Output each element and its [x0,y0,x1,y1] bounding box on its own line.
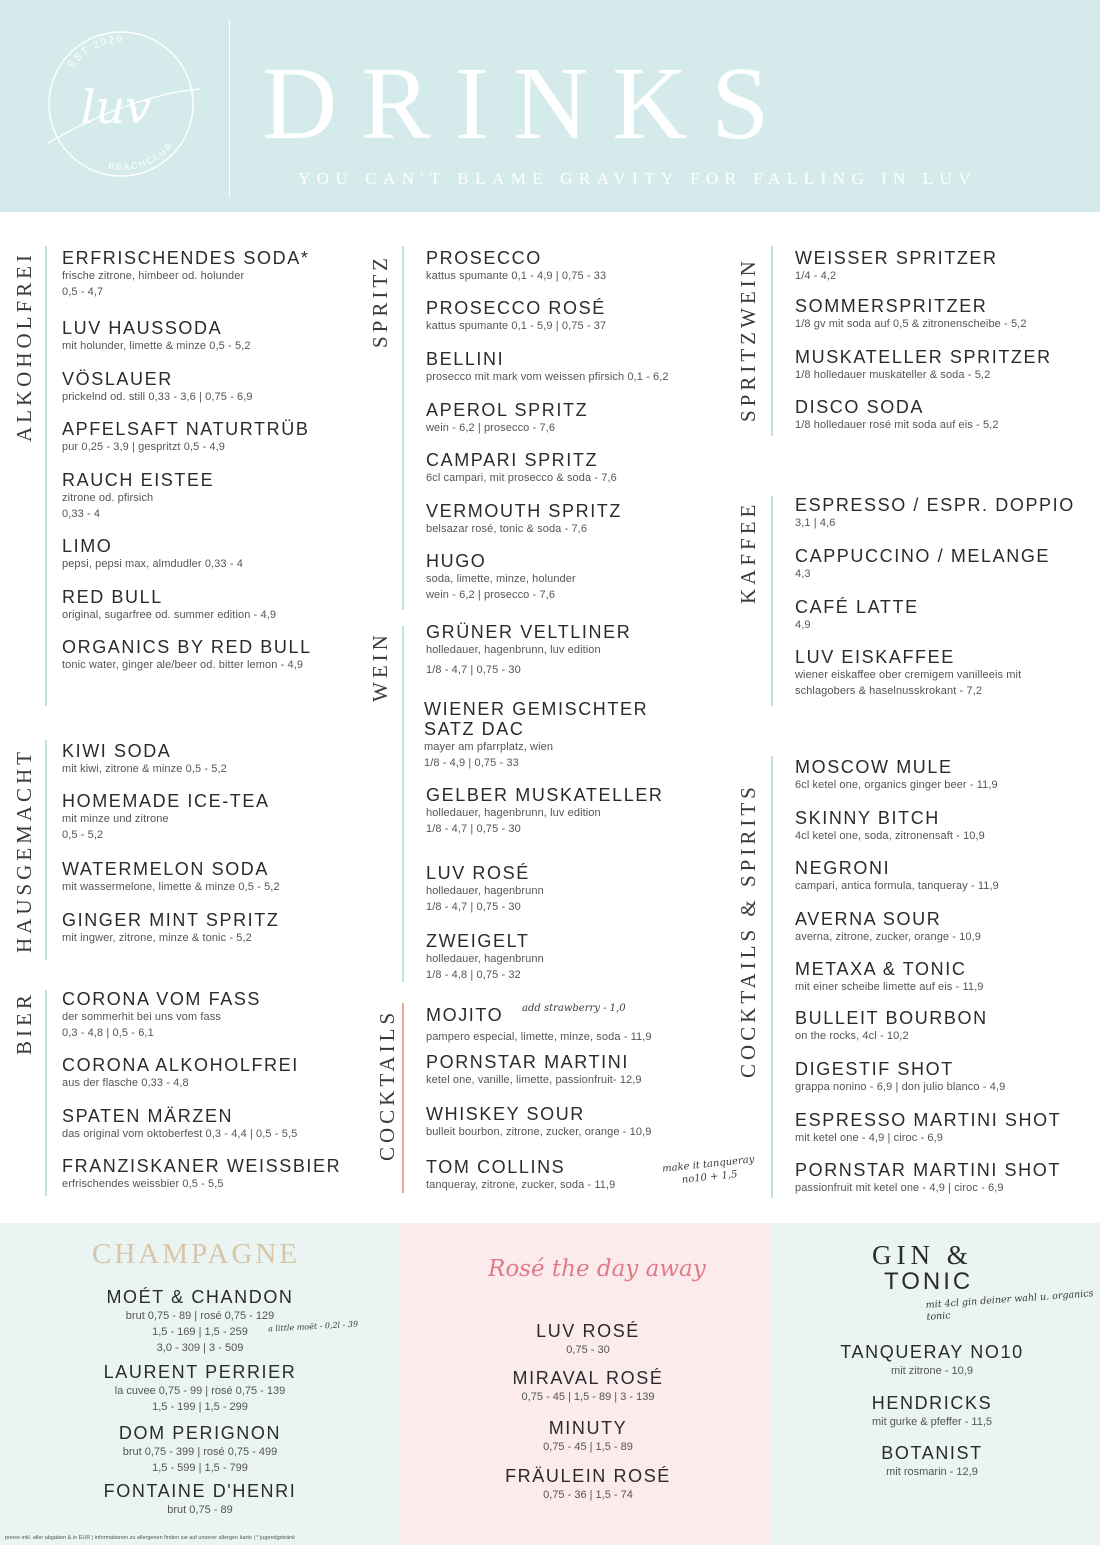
section-line-bier [45,990,47,1196]
footer-note: preise inkl. aller abgaben & in EUR | informationen zu allergenen finden sie auf unserer allergen karte | * jugendgetränk [5,1535,295,1541]
section-label-bier: BIER [12,991,36,1055]
item-desc: 0,75 - 45 | 1,5 - 89 | 3 - 139 [521,1391,655,1403]
item-desc: bulleit bourbon, zitrone, zucker, orange - 10,9 [426,1126,652,1138]
menu-item [795,296,1027,332]
item-desc: tonic water, ginger ale/beer od. bitter lemon - 4,9 [62,659,304,671]
item-desc: mit holunder, limette & minze 0,5 - 5,2 [62,340,251,352]
item-desc: 6cl campari, mit prosecco & soda - 7,6 [426,472,617,484]
item-desc: on the rocks, 4cl - 10,2 [795,1030,909,1042]
section-label-hausgemacht: HAUSGEMACHT [12,747,36,953]
menu-item [426,349,669,385]
item-name: ERFRISCHENDES SODA* [62,248,310,268]
item-name: BULLEIT BOURBON [795,1008,988,1028]
item-desc: mit kiwi, zitrone & minze 0,5 - 5,2 [62,763,227,775]
menu-item [426,298,606,334]
handwritten-note-moet: a little moët - 0,2l - 39 [267,1319,359,1334]
item-name: CAPPUCCINO / MELANGE [795,546,1051,566]
menu-item [426,551,576,603]
item-desc: 6cl ketel one, organics ginger beer - 11,9 [795,779,998,791]
page-title: DRINKS [262,46,794,161]
item-desc: 4,9 [795,619,811,631]
item-name: WIENER GEMISCHTER SATZ DAC [424,699,649,739]
item-name: APEROL SPRITZ [426,400,589,420]
item-name: HUGO [426,551,487,571]
menu-item [62,536,243,572]
item-name: TOM COLLINS [426,1157,566,1177]
item-name: VÖSLAUER [62,369,173,389]
menu-item [438,1320,738,1358]
item-name: DOM PERIGNON [118,1423,282,1443]
menu-item [426,1104,651,1140]
menu-item [795,347,1052,383]
item-desc: tanqueray, zitrone, zucker, soda - 11,9 [426,1179,616,1191]
menu-item [426,1157,615,1193]
svg-text:BEACHCLUB [107,140,174,172]
item-name: MOJITO [426,1005,504,1025]
menu-item [426,785,664,837]
menu-item [424,699,684,771]
section-line-alkoholfrei [45,246,47,706]
logo-sub-text: BEACHCLUB [107,139,175,172]
menu-item [438,1417,738,1455]
item-desc: 0,5 - 4,7 [62,286,104,298]
item-desc: holledauer, hagenbrunn, luv edition [426,807,601,819]
item-desc: 4,3 [795,568,811,580]
item-name: CORONA ALKOHOLFREI [62,1055,299,1075]
item-name: SOMMERSPRITZER [795,296,988,316]
item-name: WATERMELON SODA [62,859,270,879]
menu-item [795,909,981,945]
menu-item [62,910,279,946]
gin-tonic-title-line2: TONIC [884,1268,974,1295]
menu-item [795,248,998,284]
menu-item [62,1055,299,1091]
menu-item [795,597,919,633]
section-line-spritz [402,246,404,610]
menu-item [795,647,1021,699]
luv-beachclub-logo [40,23,202,185]
item-name: BOTANIST [881,1443,983,1463]
item-name: LUV ROSÉ [536,1321,640,1341]
menu-item [62,791,270,843]
header [0,0,1100,212]
item-desc: pur 0,25 - 3,9 | gespritzt 0,5 - 4,9 [62,441,225,453]
item-desc: ketel one, vanille, limette, passionfruit- 12,9 [426,1074,642,1086]
item-desc: 0,75 - 36 | 1,5 - 74 [543,1489,633,1501]
item-desc: wein - 6,2 | prosecco - 7,6 [426,422,556,434]
item-desc: passionfruit mit ketel one - 4,9 | ciroc - 6,9 [795,1182,1004,1194]
item-name: CAFÉ LATTE [795,597,919,617]
item-desc: mit rosmarin - 12,9 [886,1466,978,1478]
section-label-cocktails: COCKTAILS [375,1008,399,1162]
rose-title: Rosé the day away [488,1256,706,1282]
menu-item [795,1160,1061,1196]
item-desc: prosecco mit mark vom weissen pfirsich 0,1 - 6,2 [426,371,669,383]
item-name: CORONA VOM FASS [62,989,262,1009]
item-name: METAXA & TONIC [795,959,967,979]
item-name: VERMOUTH SPRITZ [426,501,623,521]
menu-item [62,587,276,623]
menu-item [795,858,999,894]
menu-item [795,1059,1005,1095]
logo-est-text: EST 2020 [65,34,125,71]
section-line-hausgemacht [45,740,47,960]
item-desc: 0,5 - 5,2 [62,829,104,841]
menu-item [438,1367,738,1405]
menu-item [426,400,588,436]
item-name: AVERNA SOUR [795,909,942,929]
item-desc: frische zitrone, himbeer od. holunder [62,270,245,282]
item-name: ZWEIGELT [426,931,530,951]
item-desc: mit minze und zitrone [62,813,169,825]
item-desc: 1/8 - 4,7 | 0,75 - 30 [426,901,521,913]
section-line-wein [402,626,404,982]
menu-item [426,863,544,915]
header-divider [229,20,230,198]
menu-item [426,450,617,486]
item-name: DISCO SODA [795,397,925,417]
item-desc: zitrone od. pfirsich [62,492,154,504]
menu-item [795,1008,988,1044]
item-name: RED BULL [62,587,163,607]
item-desc: 1,5 - 199 | 1,5 - 299 [152,1401,248,1413]
item-name: HENDRICKS [871,1393,993,1413]
item-desc: grappa nonino - 6,9 | don julio blanco - 4,9 [795,1081,1006,1093]
item-name: MIRAVAL ROSÉ [512,1368,664,1388]
page-subtitle: YOU CAN'T BLAME GRAVITY FOR FALLING IN LUV [298,169,978,188]
item-desc: pampero especial, limette, minze, soda - 11,9 [426,1031,652,1043]
item-desc: 1,5 - 169 | 1,5 - 259 [152,1326,248,1338]
menu-item [795,1110,1061,1146]
menu-item [795,959,983,995]
champagne-title: CHAMPAGNE [92,1238,301,1270]
item-desc: mit zitrone - 10,9 [891,1365,973,1377]
item-desc: 1/8 - 4,7 | 0,75 - 30 [426,664,521,676]
section-line-cocktails [402,1003,404,1193]
item-name: MUSKATELLER SPRITZER [795,347,1052,367]
menu-item [795,546,1050,582]
menu-item [62,369,253,405]
item-desc: der sommerhit bei uns vom fass [62,1011,221,1023]
item-name: WEISSER SPRITZER [795,248,998,268]
menu-item [50,1361,350,1415]
item-name: PROSECCO ROSÉ [426,298,606,318]
item-desc: 1/8 - 4,8 | 0,75 - 32 [426,969,521,981]
item-desc: holledauer, hagenbrunn [426,885,544,897]
item-name: PROSECCO [426,248,542,268]
item-name: GRÜNER VELTLINER [426,622,632,642]
section-line-kaffee [771,496,773,706]
item-name: APFELSAFT NATURTRÜB [62,419,310,439]
item-desc: kattus spumante 0,1 - 4,9 | 0,75 - 33 [426,270,607,282]
menu-item [438,1465,738,1503]
item-name: LUV HAUSSODA [62,318,223,338]
menu-item [62,989,261,1041]
item-name: RAUCH EISTEE [62,470,215,490]
item-desc: soda, limette, minze, holunder [426,573,576,585]
menu-item [62,741,227,777]
menu-item [782,1442,1082,1480]
item-desc: das original vom oktoberfest 0,3 - 4,4 | 0,5 - 5,5 [62,1128,298,1140]
item-name: LIMO [62,536,113,556]
menu-item [62,470,214,522]
menu-item [795,397,999,433]
item-desc: 1,5 - 599 | 1,5 - 799 [152,1462,248,1474]
menu-item [795,757,998,793]
item-desc: 1/8 gv mit soda auf 0,5 & zitronenscheibe - 5,2 [795,318,1027,330]
item-name: CAMPARI SPRITZ [426,450,599,470]
item-name: KIWI SODA [62,741,172,761]
item-name: PORNSTAR MARTINI SHOT [795,1160,1061,1180]
menu-item [426,248,606,284]
item-desc: mit wassermelone, limette & minze 0,5 - 5,2 [62,881,280,893]
menu-item [426,622,631,678]
item-desc: mayer am pfarrplatz, wien [424,741,554,753]
item-desc: averna, zitrone, zucker, orange - 10,9 [795,931,982,943]
item-desc: 4cl ketel one, soda, zitronensaft - 10,9 [795,830,985,842]
item-name: FRANZISKANER WEISSBIER [62,1156,342,1176]
logo-mark-text: luv [80,80,152,134]
item-desc: 1/8 - 4,7 | 0,75 - 30 [426,823,521,835]
gin-tonic-title-line1: GIN & [872,1240,973,1270]
menu-item [62,637,312,673]
section-label-wein: WEIN [368,631,392,703]
section-line-spritzwein [771,246,773,436]
menu-item [62,859,280,895]
menu-item [795,495,1075,531]
section-label-kaffee: KAFFEE [736,500,760,604]
item-desc: brut 0,75 - 89 [167,1504,233,1516]
item-desc: campari, antica formula, tanqueray - 11,9 [795,880,999,892]
handwritten-note-gin: mit 4cl gin deiner wahl u. organics tonic [925,1288,1094,1323]
item-desc: schlagobers & haselnusskrokant - 7,2 [795,685,983,697]
menu-item [62,318,251,354]
menu-item [50,1480,350,1518]
item-desc: 1/8 holledauer muskateller & soda - 5,2 [795,369,991,381]
item-desc: 0,75 - 45 | 1,5 - 89 [543,1441,633,1453]
section-label-cocktails-spirits: COCKTAILS & SPIRITS [736,783,760,1079]
item-name: LUV EISKAFFEE [795,647,955,667]
item-desc: belsazar rosé, tonic & soda - 7,6 [426,523,588,535]
item-desc: 1/8 - 4,9 | 0,75 - 33 [424,757,519,769]
menu-item [795,808,985,844]
item-name: GINGER MINT SPRITZ [62,910,280,930]
item-desc: holledauer, hagenbrunn, luv edition [426,644,601,656]
item-name: FONTAINE D'HENRI [103,1481,297,1501]
section-label-spritz: SPRITZ [368,254,392,349]
item-desc: mit einer scheibe limette auf eis - 11,9 [795,981,984,993]
item-name: TANQUERAY NO10 [840,1342,1024,1362]
item-desc: kattus spumante 0,1 - 5,9 | 0,75 - 37 [426,320,607,332]
item-name: GELBER MUSKATELLER [426,785,664,805]
item-name: NEGRONI [795,858,891,878]
item-name: MOÉT & CHANDON [106,1287,294,1307]
item-name: BELLINI [426,349,505,369]
section-label-spritzwein: SPRITZWEIN [736,257,760,423]
item-desc: brut 0,75 - 399 | rosé 0,75 - 499 [122,1446,278,1458]
item-desc: 3,1 | 4,6 [795,517,836,529]
item-name: FRÄULEIN ROSÉ [505,1466,671,1486]
menu-item [62,248,309,300]
handwritten-note-tom-collins: make it tanqueray no10 + 1,5 [661,1154,755,1186]
item-name: PORNSTAR MARTINI [426,1052,629,1072]
item-desc: holledauer, hagenbrunn [426,953,544,965]
section-line-cocktails-spirits [771,756,773,1198]
item-name: ORGANICS BY RED BULL [62,637,312,657]
menu-item [426,501,622,537]
item-name: LUV ROSÉ [426,863,530,883]
item-desc: aus der flasche 0,33 - 4,8 [62,1077,189,1089]
item-name: SPATEN MÄRZEN [62,1106,234,1126]
item-desc: 0,75 - 30 [566,1344,610,1356]
item-name: SKINNY BITCH [795,808,940,828]
item-desc: 1/8 holledauer rosé mit soda auf eis - 5,2 [795,419,999,431]
item-desc: prickelnd od. still 0,33 - 3,6 | 0,75 - 6,9 [62,391,253,403]
menu-item [62,1106,297,1142]
item-name: HOMEMADE ICE-TEA [62,791,270,811]
item-desc: erfrischendes weissbier 0,5 - 5,5 [62,1178,224,1190]
menu-item [426,1052,642,1088]
menu-item [62,419,309,455]
item-desc: 0,33 - 4 [62,508,101,520]
item-desc: la cuvee 0,75 - 99 | rosé 0,75 - 139 [114,1385,286,1397]
item-desc: pepsi, pepsi max, almdudler 0,33 - 4 [62,558,243,570]
item-desc: mit ketel one - 4,9 | ciroc - 6,9 [795,1132,943,1144]
item-name: DIGESTIF SHOT [795,1059,954,1079]
item-desc: brut 0,75 - 89 | rosé 0,75 - 129 [125,1310,275,1322]
item-desc: wein - 6,2 | prosecco - 7,6 [426,589,556,601]
menu-item [426,931,544,983]
item-name: ESPRESSO MARTINI SHOT [795,1110,1062,1130]
item-name: MINUTY [548,1418,628,1438]
item-desc: 0,3 - 4,8 | 0,5 - 6,1 [62,1027,154,1039]
item-desc: mit gurke & pfeffer - 11,5 [871,1416,993,1428]
item-desc: wiener eiskaffee ober cremigem vanilleeis mit [795,669,1022,681]
menu-item [782,1392,1082,1430]
item-name: MOSCOW MULE [795,757,953,777]
item-desc: 1/4 - 4,2 [795,270,837,282]
handwritten-note-mojito: add strawberry - 1,0 [522,1003,626,1014]
menu-item [62,1156,341,1192]
item-name: WHISKEY SOUR [426,1104,585,1124]
item-name: ESPRESSO / ESPR. DOPPIO [795,495,1075,515]
item-desc: 3,0 - 309 | 3 - 509 [156,1342,244,1354]
menu-item [50,1422,350,1476]
item-desc: original, sugarfree od. summer edition - 4,9 [62,609,277,621]
menu-item [782,1341,1082,1379]
svg-text:EST 2020 [66,34,124,70]
section-label-alkoholfrei: ALKOHOLFREI [12,251,36,443]
item-name: LAURENT PERRIER [103,1362,297,1382]
item-desc: mit ingwer, zitrone, minze & tonic - 5,2 [62,932,252,944]
